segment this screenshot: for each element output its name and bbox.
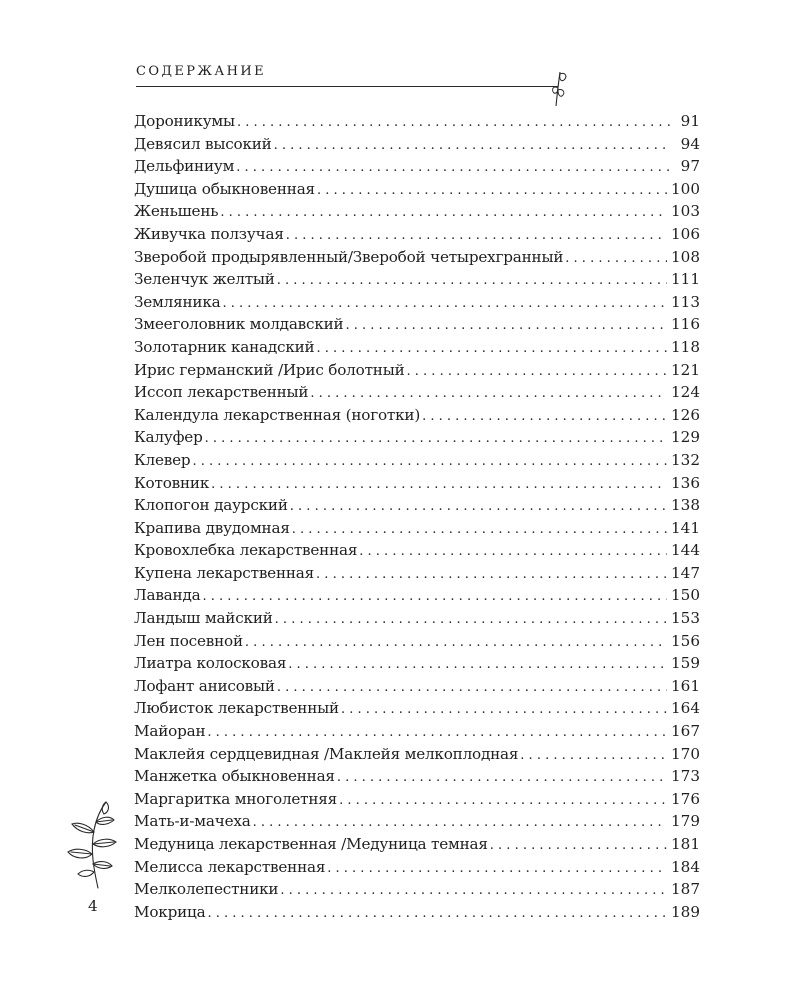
toc-dot-leader xyxy=(341,699,667,722)
toc-entry-title: Иссоп лекарственный xyxy=(134,383,309,402)
toc-entry xyxy=(134,246,700,269)
toc-entry xyxy=(134,675,700,698)
toc-entry xyxy=(134,200,700,223)
toc-entry-title: Лаванда xyxy=(134,586,201,605)
toc-entry-title: Змееголовник молдавский xyxy=(134,315,344,334)
toc-entry-title: Калуфер xyxy=(134,428,203,447)
section-title: СОДЕРЖАНИЕ xyxy=(136,64,267,79)
toc-entry xyxy=(134,697,700,720)
toc-entry xyxy=(134,359,700,382)
toc-entry-page: 187 xyxy=(671,880,700,899)
toc-entry-title: Кровохлебка лекарственная xyxy=(134,541,358,560)
toc-entry-page: 106 xyxy=(671,224,700,243)
table-of-contents xyxy=(134,110,700,923)
toc-dot-leader xyxy=(345,315,667,338)
toc-entry-title: Мелколепестники xyxy=(134,880,279,899)
toc-entry xyxy=(134,291,700,314)
page-header xyxy=(134,62,574,102)
toc-entry-page: 121 xyxy=(671,360,700,379)
toc-entry xyxy=(134,901,700,924)
toc-entry-title: Майоран xyxy=(134,722,206,741)
toc-entry-page: 126 xyxy=(671,405,700,424)
toc-entry-title: Дороникумы xyxy=(134,112,235,130)
toc-entry-page: 124 xyxy=(671,383,700,402)
toc-entry-page: 118 xyxy=(671,337,700,356)
toc-entry-page: 164 xyxy=(671,699,700,718)
toc-entry xyxy=(134,856,700,879)
toc-entry-title: Живучка ползучая xyxy=(134,224,284,243)
toc-dot-leader xyxy=(202,586,667,609)
toc-dot-leader xyxy=(280,880,667,903)
toc-entry xyxy=(134,788,700,811)
toc-entry-page: 176 xyxy=(671,789,700,808)
toc-dot-leader xyxy=(236,157,670,180)
toc-entry-page: 144 xyxy=(671,541,700,560)
toc-entry xyxy=(134,268,700,291)
toc-entry xyxy=(134,878,700,901)
toc-entry xyxy=(134,494,700,517)
toc-entry xyxy=(134,155,700,178)
toc-dot-leader xyxy=(274,135,670,158)
toc-entry-title: Золотарник канадский xyxy=(134,337,315,356)
toc-entry-page: 132 xyxy=(671,450,700,469)
toc-entry-page: 113 xyxy=(671,292,700,311)
toc-dot-leader xyxy=(292,519,667,542)
toc-entry-page: 189 xyxy=(671,902,700,921)
toc-entry xyxy=(134,313,700,336)
toc-dot-leader xyxy=(565,248,667,271)
toc-entry xyxy=(134,517,700,540)
toc-entry-page: 150 xyxy=(671,586,700,605)
toc-entry-title: Девясил высокий xyxy=(134,134,272,153)
toc-entry xyxy=(134,472,700,495)
toc-entry-page: 108 xyxy=(671,247,700,266)
toc-dot-leader xyxy=(207,903,667,926)
toc-entry-page: 153 xyxy=(671,609,700,628)
toc-entry-page: 156 xyxy=(671,631,700,650)
toc-entry-title: Ирис германский /Ирис болотный xyxy=(134,360,405,379)
toc-entry xyxy=(134,720,700,743)
toc-entry-page: 161 xyxy=(671,676,700,695)
toc-dot-leader xyxy=(286,225,667,248)
toc-entry-title: Лофант анисовый xyxy=(134,676,275,695)
toc-entry-page: 179 xyxy=(671,812,700,831)
toc-entry xyxy=(134,562,700,585)
toc-entry-page: 116 xyxy=(671,315,700,334)
toc-entry-page: 184 xyxy=(671,857,700,876)
toc-entry xyxy=(134,630,700,653)
toc-entry-title: Купена лекарственная xyxy=(134,563,315,582)
toc-entry-page: 100 xyxy=(671,179,700,198)
toc-entry xyxy=(134,607,700,630)
toc-dot-leader xyxy=(290,496,667,519)
toc-entry-page: 170 xyxy=(671,744,700,763)
toc-entry-title: Зверобой продырявленный/Зверобой четырехгранный xyxy=(134,247,564,266)
toc-entry xyxy=(134,133,700,156)
toc-entry-page: 141 xyxy=(671,518,700,537)
toc-dot-leader xyxy=(337,767,667,790)
toc-entry-title: Медуница лекарственная /Медуница темная xyxy=(134,835,488,853)
toc-entry-page: 167 xyxy=(671,722,700,741)
toc-entry-page: 103 xyxy=(671,202,700,221)
toc-dot-leader xyxy=(207,722,667,745)
toc-entry-title: Любисток лекарственный xyxy=(134,699,339,718)
toc-dot-leader xyxy=(223,293,668,316)
toc-entry-title: Маклейя сердцевидная /Маклейя мелкоплодная xyxy=(134,744,519,763)
page-number: 4 xyxy=(88,897,98,915)
toc-entry xyxy=(134,178,700,201)
toc-dot-leader xyxy=(327,858,667,881)
toc-entry xyxy=(134,539,700,562)
toc-entry-title: Мелисса лекарственная xyxy=(134,857,326,876)
toc-dot-leader xyxy=(288,654,667,677)
toc-entry-title: Зеленчук желтый xyxy=(134,270,275,289)
toc-entry xyxy=(134,743,700,766)
toc-entry-page: 147 xyxy=(671,563,700,582)
toc-dot-leader xyxy=(220,202,667,225)
toc-entry xyxy=(134,449,700,472)
toc-entry xyxy=(134,381,700,404)
toc-entry xyxy=(134,336,700,359)
toc-dot-leader xyxy=(277,677,667,700)
toc-entry xyxy=(134,404,700,427)
toc-dot-leader xyxy=(316,338,667,361)
toc-entry-title: Клопогон даурский xyxy=(134,496,288,515)
toc-entry xyxy=(134,110,700,133)
toc-entry-title: Клевер xyxy=(134,450,191,469)
toc-entry-page: 181 xyxy=(671,835,700,853)
toc-dot-leader xyxy=(237,112,670,135)
toc-dot-leader xyxy=(192,451,667,474)
toc-dot-leader xyxy=(317,180,667,203)
toc-entry xyxy=(134,584,700,607)
toc-entry-title: Лиатра колосковая xyxy=(134,654,287,673)
toc-dot-leader xyxy=(211,474,667,497)
leaf-ornament-icon xyxy=(548,68,572,108)
toc-dot-leader xyxy=(310,383,667,406)
toc-entry-page: 94 xyxy=(680,134,700,153)
toc-entry-page: 138 xyxy=(671,496,700,515)
toc-entry xyxy=(134,652,700,675)
toc-entry xyxy=(134,223,700,246)
toc-entry-title: Земляника xyxy=(134,292,221,311)
toc-entry-page: 111 xyxy=(671,270,700,289)
toc-dot-leader xyxy=(205,428,667,451)
toc-entry-title: Ландыш майский xyxy=(134,609,273,628)
toc-entry-title: Душица обыкновенная xyxy=(134,179,315,198)
toc-entry xyxy=(134,833,700,856)
toc-dot-leader xyxy=(490,835,667,858)
toc-entry-title: Мать-и-мачеха xyxy=(134,812,251,831)
toc-entry-page: 136 xyxy=(671,473,700,492)
toc-entry-title: Мокрица xyxy=(134,902,206,921)
toc-entry-page: 173 xyxy=(671,767,700,786)
toc-entry-page: 159 xyxy=(671,654,700,673)
toc-entry xyxy=(134,810,700,833)
toc-entry-page: 97 xyxy=(680,157,700,176)
header-rule xyxy=(136,86,558,87)
botanical-branch-icon xyxy=(62,800,118,890)
toc-dot-leader xyxy=(275,609,667,632)
toc-dot-leader xyxy=(316,564,667,587)
toc-entry-page: 91 xyxy=(680,112,700,130)
toc-entry xyxy=(134,765,700,788)
toc-dot-leader xyxy=(422,406,667,429)
toc-entry-title: Маргаритка многолетняя xyxy=(134,789,338,808)
toc-entry-title: Календула лекарственная (ноготки) xyxy=(134,405,421,424)
toc-dot-leader xyxy=(277,270,667,293)
toc-entry-title: Женьшень xyxy=(134,202,219,221)
toc-entry-title: Дельфиниум xyxy=(134,157,235,176)
toc-entry-title: Манжетка обыкновенная xyxy=(134,767,335,786)
toc-entry-title: Котовник xyxy=(134,473,210,492)
toc-dot-leader xyxy=(520,745,667,768)
toc-dot-leader xyxy=(245,632,667,655)
toc-dot-leader xyxy=(339,790,667,813)
toc-dot-leader xyxy=(359,541,667,564)
toc-entry-page: 129 xyxy=(671,428,700,447)
toc-entry-title: Крапива двудомная xyxy=(134,518,290,537)
toc-entry xyxy=(134,426,700,449)
toc-entry-title: Лен посевной xyxy=(134,631,243,650)
toc-dot-leader xyxy=(253,812,667,835)
toc-dot-leader xyxy=(407,361,667,384)
